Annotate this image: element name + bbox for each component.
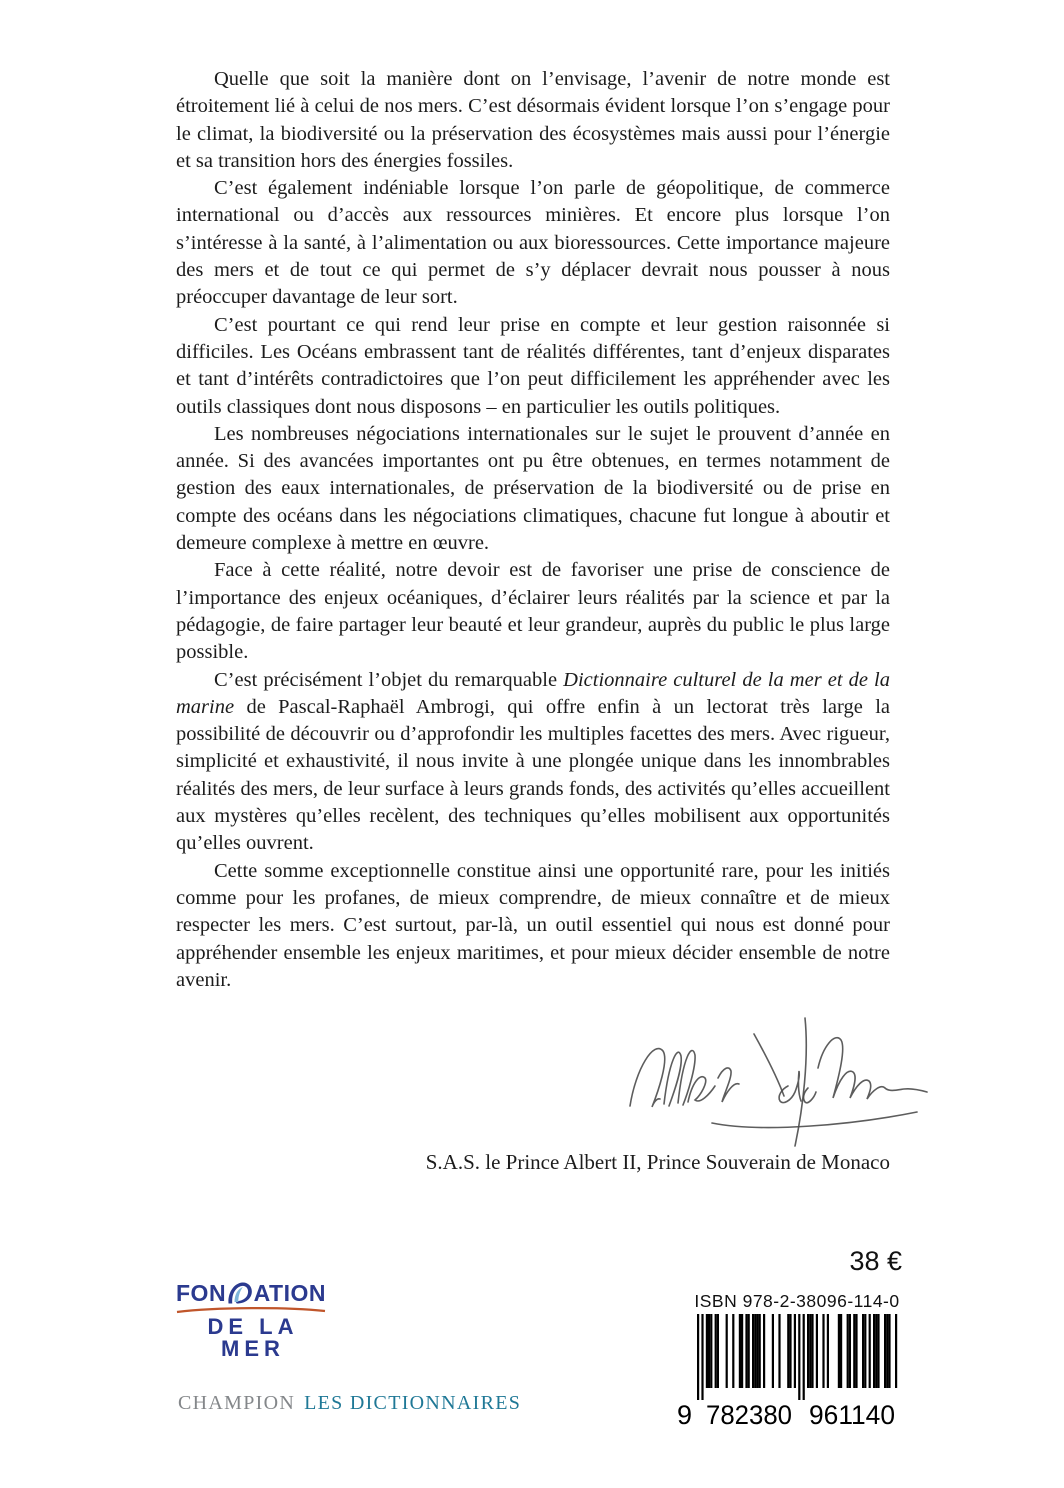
imprint: [178, 1392, 521, 1415]
logo-line-fondation: [176, 1281, 326, 1305]
preface-paragraph: C’est précisément l’objet du remarquable Dictionnaire culturel de la mer et de la marine de Pascal-Raphaël Ambrogi, qui offre enfin à un lectorat très large la possibilité de découvrir ou d’approfondir les multiples facettes des mers. Avec rigueur, simplicité et exhaustivité, il nous invite à une plongée unique dans les innombrables réalités des mers, de leur surface à leurs grands fonds, des activités qu’elles accueillent aux mystères qu’elles recèlent, des techniques qu’elles mobilisent aux opportunités qu’elles ouvrent.: [176, 668, 890, 855]
svg-text:9: 9: [677, 1400, 693, 1430]
imprint-collection: LES DICTIONNAIRES: [304, 1392, 522, 1414]
preface-paragraph: C’est pourtant ce qui rend leur prise en compte et leur gestion raisonnée si difficiles. Les Océans embrassent tant de réalités différentes, tant d’enjeux disparates et tant d’intérêts contradictoires que l’on peut difficilement les appréhender avec les outils classiques dont nous disposons – en particulier les outils politiques.: [176, 313, 890, 418]
preface-paragraph: Face à cette réalité, notre devoir est de favoriser une prise de conscience de l’importance des enjeux océaniques, d’éclairer leurs réalités par la science et par la pédagogie, de faire partager leur beauté et leur grandeur, auprès du public le plus large possible.: [176, 559, 890, 664]
price: 38 €: [849, 1246, 902, 1276]
logo-line-de-la-mer: DE LA MER: [207, 1314, 299, 1361]
isbn-number: ISBN 978-2-38096-114-0: [694, 1291, 900, 1311]
imprint-publisher: CHAMPION: [178, 1392, 296, 1414]
svg-text:782380: 782380: [706, 1400, 792, 1430]
ean13-barcode: [677, 1314, 907, 1430]
svg-text:961140: 961140: [809, 1400, 895, 1430]
horizon-line-icon: [176, 1306, 326, 1314]
preface-text: [176, 66, 890, 994]
fondation-de-la-mer-logo: [176, 1281, 326, 1360]
logo-text-fon: FON: [176, 1280, 227, 1306]
logo-text-ation: ATION: [253, 1280, 326, 1306]
preface-paragraph: Quelle que soit la manière dont on l’envisage, l’avenir de notre monde est étroitement lié à celui de nos mers. C’est désormais évident lorsque l’on s’engage pour le climat, la biodiversité ou la préservation des écosystèmes mais aussi pour l’énergie et sa transition hors des énergies fossiles.: [176, 68, 890, 172]
preface-paragraph: C’est également indéniable lorsque l’on parle de géopolitique, de commerce international ou d’accès aux ressources minières. Et encore plus lorsque l’on s’intéresse à la santé, à l’alimentation ou aux bioressources. Cette importance majeure des mers et de tout ce qui permet de s’y déplacer devrait nous pousser à nous préoccuper davantage de leur sort.: [176, 177, 890, 309]
signature-albert-ii: [612, 1006, 942, 1151]
sail-wave-icon: [227, 1281, 253, 1305]
preface-paragraph: Les nombreuses négociations internationales sur le sujet le prouvent d’année en année. Si des avancées importantes ont pu être obtenues, en termes notamment de gestion des eaux internationales, de préservation de la biodiversité ou de prise en compte des océans dans les négociations climatiques, chacune fut longue à aboutir et demeure complexe à mettre en œuvre.: [176, 422, 890, 555]
signature-attribution: S.A.S. le Prince Albert II, Prince Souverain de Monaco: [425, 1150, 890, 1174]
preface-paragraph: Cette somme exceptionnelle constitue ainsi une opportunité rare, pour les initiés comme pour les profanes, de mieux comprendre, de mieux connaître et de mieux respecter les mers. C’est surtout, par-là, un outil essentiel qui nous est donné pour appréhender ensemble les enjeux maritimes, et pour mieux décider ensemble de notre avenir.: [176, 859, 890, 991]
